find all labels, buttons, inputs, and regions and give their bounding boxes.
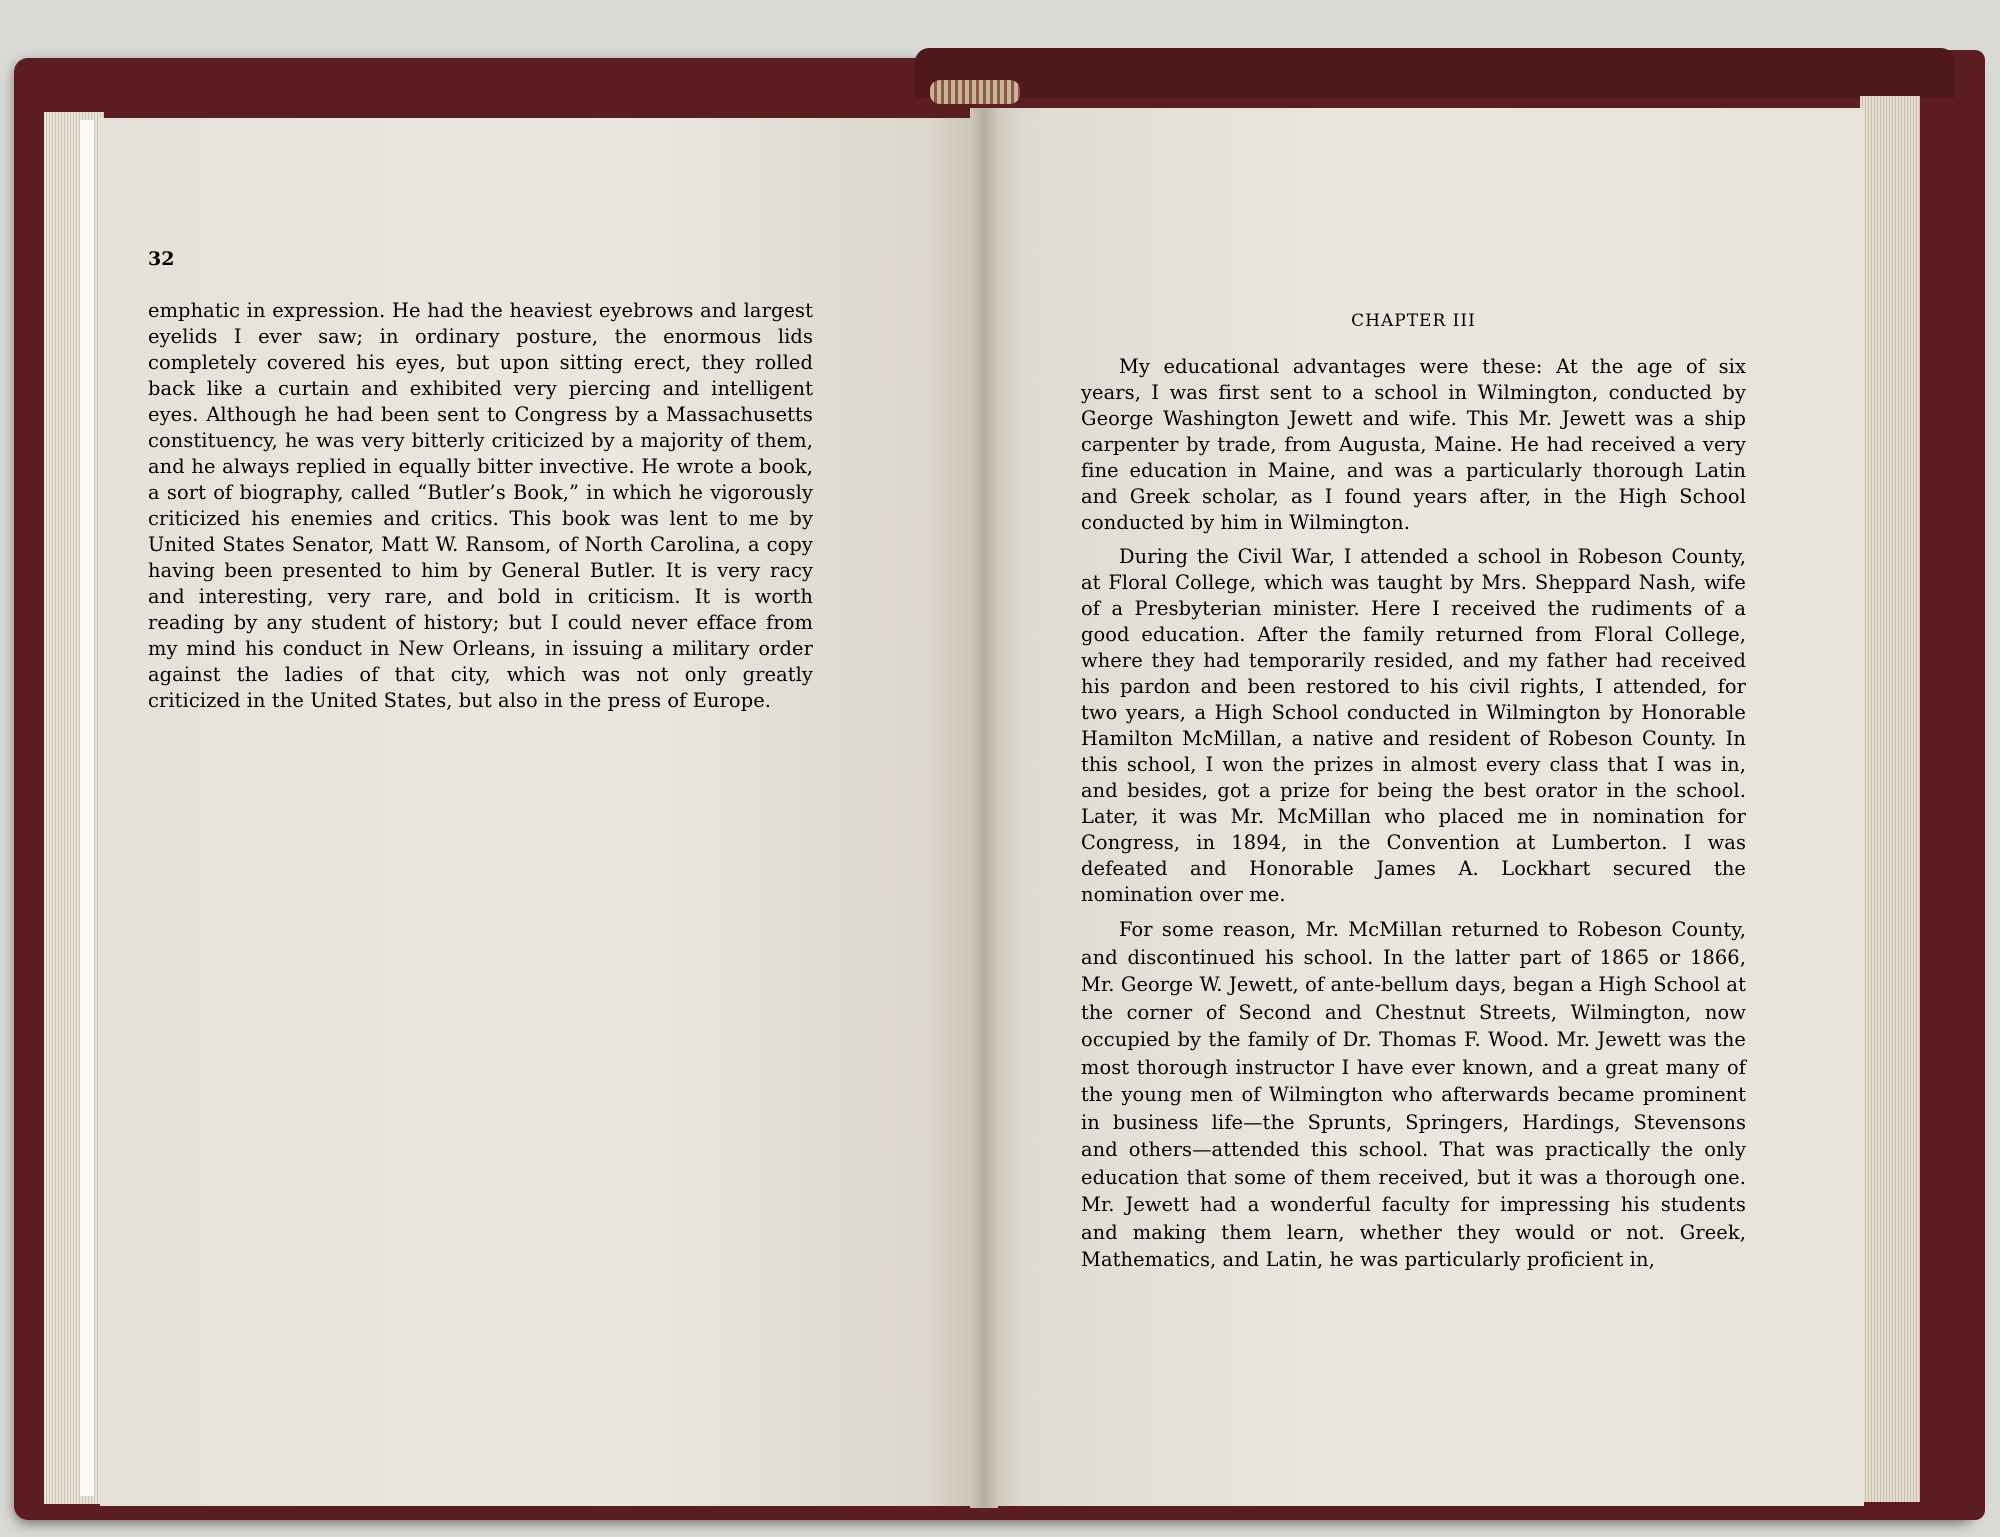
right-paragraph-3: For some reason, Mr. McMillan returned to Robeson County, and discontinued his school. In the latter part of 1865 or 1866, Mr. George W. Jewett, of ante-bellum days, began a High School at the corner of Second and Chestnut Streets, Wilmington, now occupied by the family of Dr. Thomas F. Wood. Mr. Jewett was the most thorough instructor I have ever known, and a great many of the young men of Wilmington who afterwards became prominent in business life—the Sprunts, Springers, Hardings, Stevensons and others—attended this school. That was practically the only education that some of them received, but it was a thorough one. Mr. Jewett had a wonderful faculty for impressing his students and making them learn, whether they would or not. Greek, Mathematics, and Latin, he was particularly proficient in, <box>1081 918 1746 1271</box>
book-spine <box>915 48 1955 98</box>
left-paragraph-1: emphatic in expression. He had the heaviest eyebrows and largest eyelids I ever saw; in ordinary posture, the enormous lids completely covered his eyes, but upon sitting erect, they rolled back like a curtain and exhibited very piercing and intelligent eyes. Although he had been sent to Congress by a Massachusetts constituency, he was very bitterly criticized by a majority of them, and he always replied in equally bitter invective. He wrote a book, a sort of biography, called “Butler’s Book,” in which he vigorously criticized his enemies and critics. This book was lent to me by United States Senator, Matt W. Ransom, of North Carolina, a copy having been presented to him by General Butler. It is very racy and interesting, very rare, and bold in criticism. It is worth reading by any student of history; but I could never efface from my mind his conduct in New Orleans, in issuing a military order against the ladies of that city, which was not only greatly criticized in the United States, but also in the press of Europe. <box>148 299 813 712</box>
right-page-stack <box>1860 96 1920 1502</box>
right-paragraph-1: My educational advantages were these: At the age of six years, I was first sent to a school in Wilmington, conducted by George Washington Jewett and wife. This Mr. Jewett was a ship carpenter by trade, from Augusta, Maine. He had received a very fine education in Maine, and was a particularly thorough Latin and Greek scholar, as I found years after, in the High School conducted by him in Wilmington. <box>1081 355 1746 534</box>
left-page-edge <box>80 120 94 1496</box>
headband <box>930 80 1020 104</box>
left-page-text <box>148 298 813 714</box>
right-paragraph-2: During the Civil War, I attended a school in Robeson County, at Floral College, which was taught by Mrs. Sheppard Nash, wife of a Presbyterian minister. Here I received the rudiments of a good education. After the family returned from Floral College, where they had temporarily resided, and my father had received his pardon and been restored to his civil rights, I attended, for two years, a High School conducted in Wilmington by Honorable Hamilton McMillan, a native and resident of Robeson County. In this school, I won the prizes in almost every class that I was in, and besides, got a prize for being the best orator in the school. Later, it was Mr. McMillan who placed me in nomination for Congress, in 1894, in the Convention at Lumberton. I was defeated and Honorable James A. Lockhart secured the nomination over me. <box>1081 545 1746 906</box>
page-number: 32 <box>148 248 175 270</box>
left-page-stack <box>44 112 104 1504</box>
right-page-text <box>1081 354 1746 1282</box>
page-gutter <box>970 108 998 1508</box>
chapter-heading: CHAPTER III <box>1351 311 1476 331</box>
